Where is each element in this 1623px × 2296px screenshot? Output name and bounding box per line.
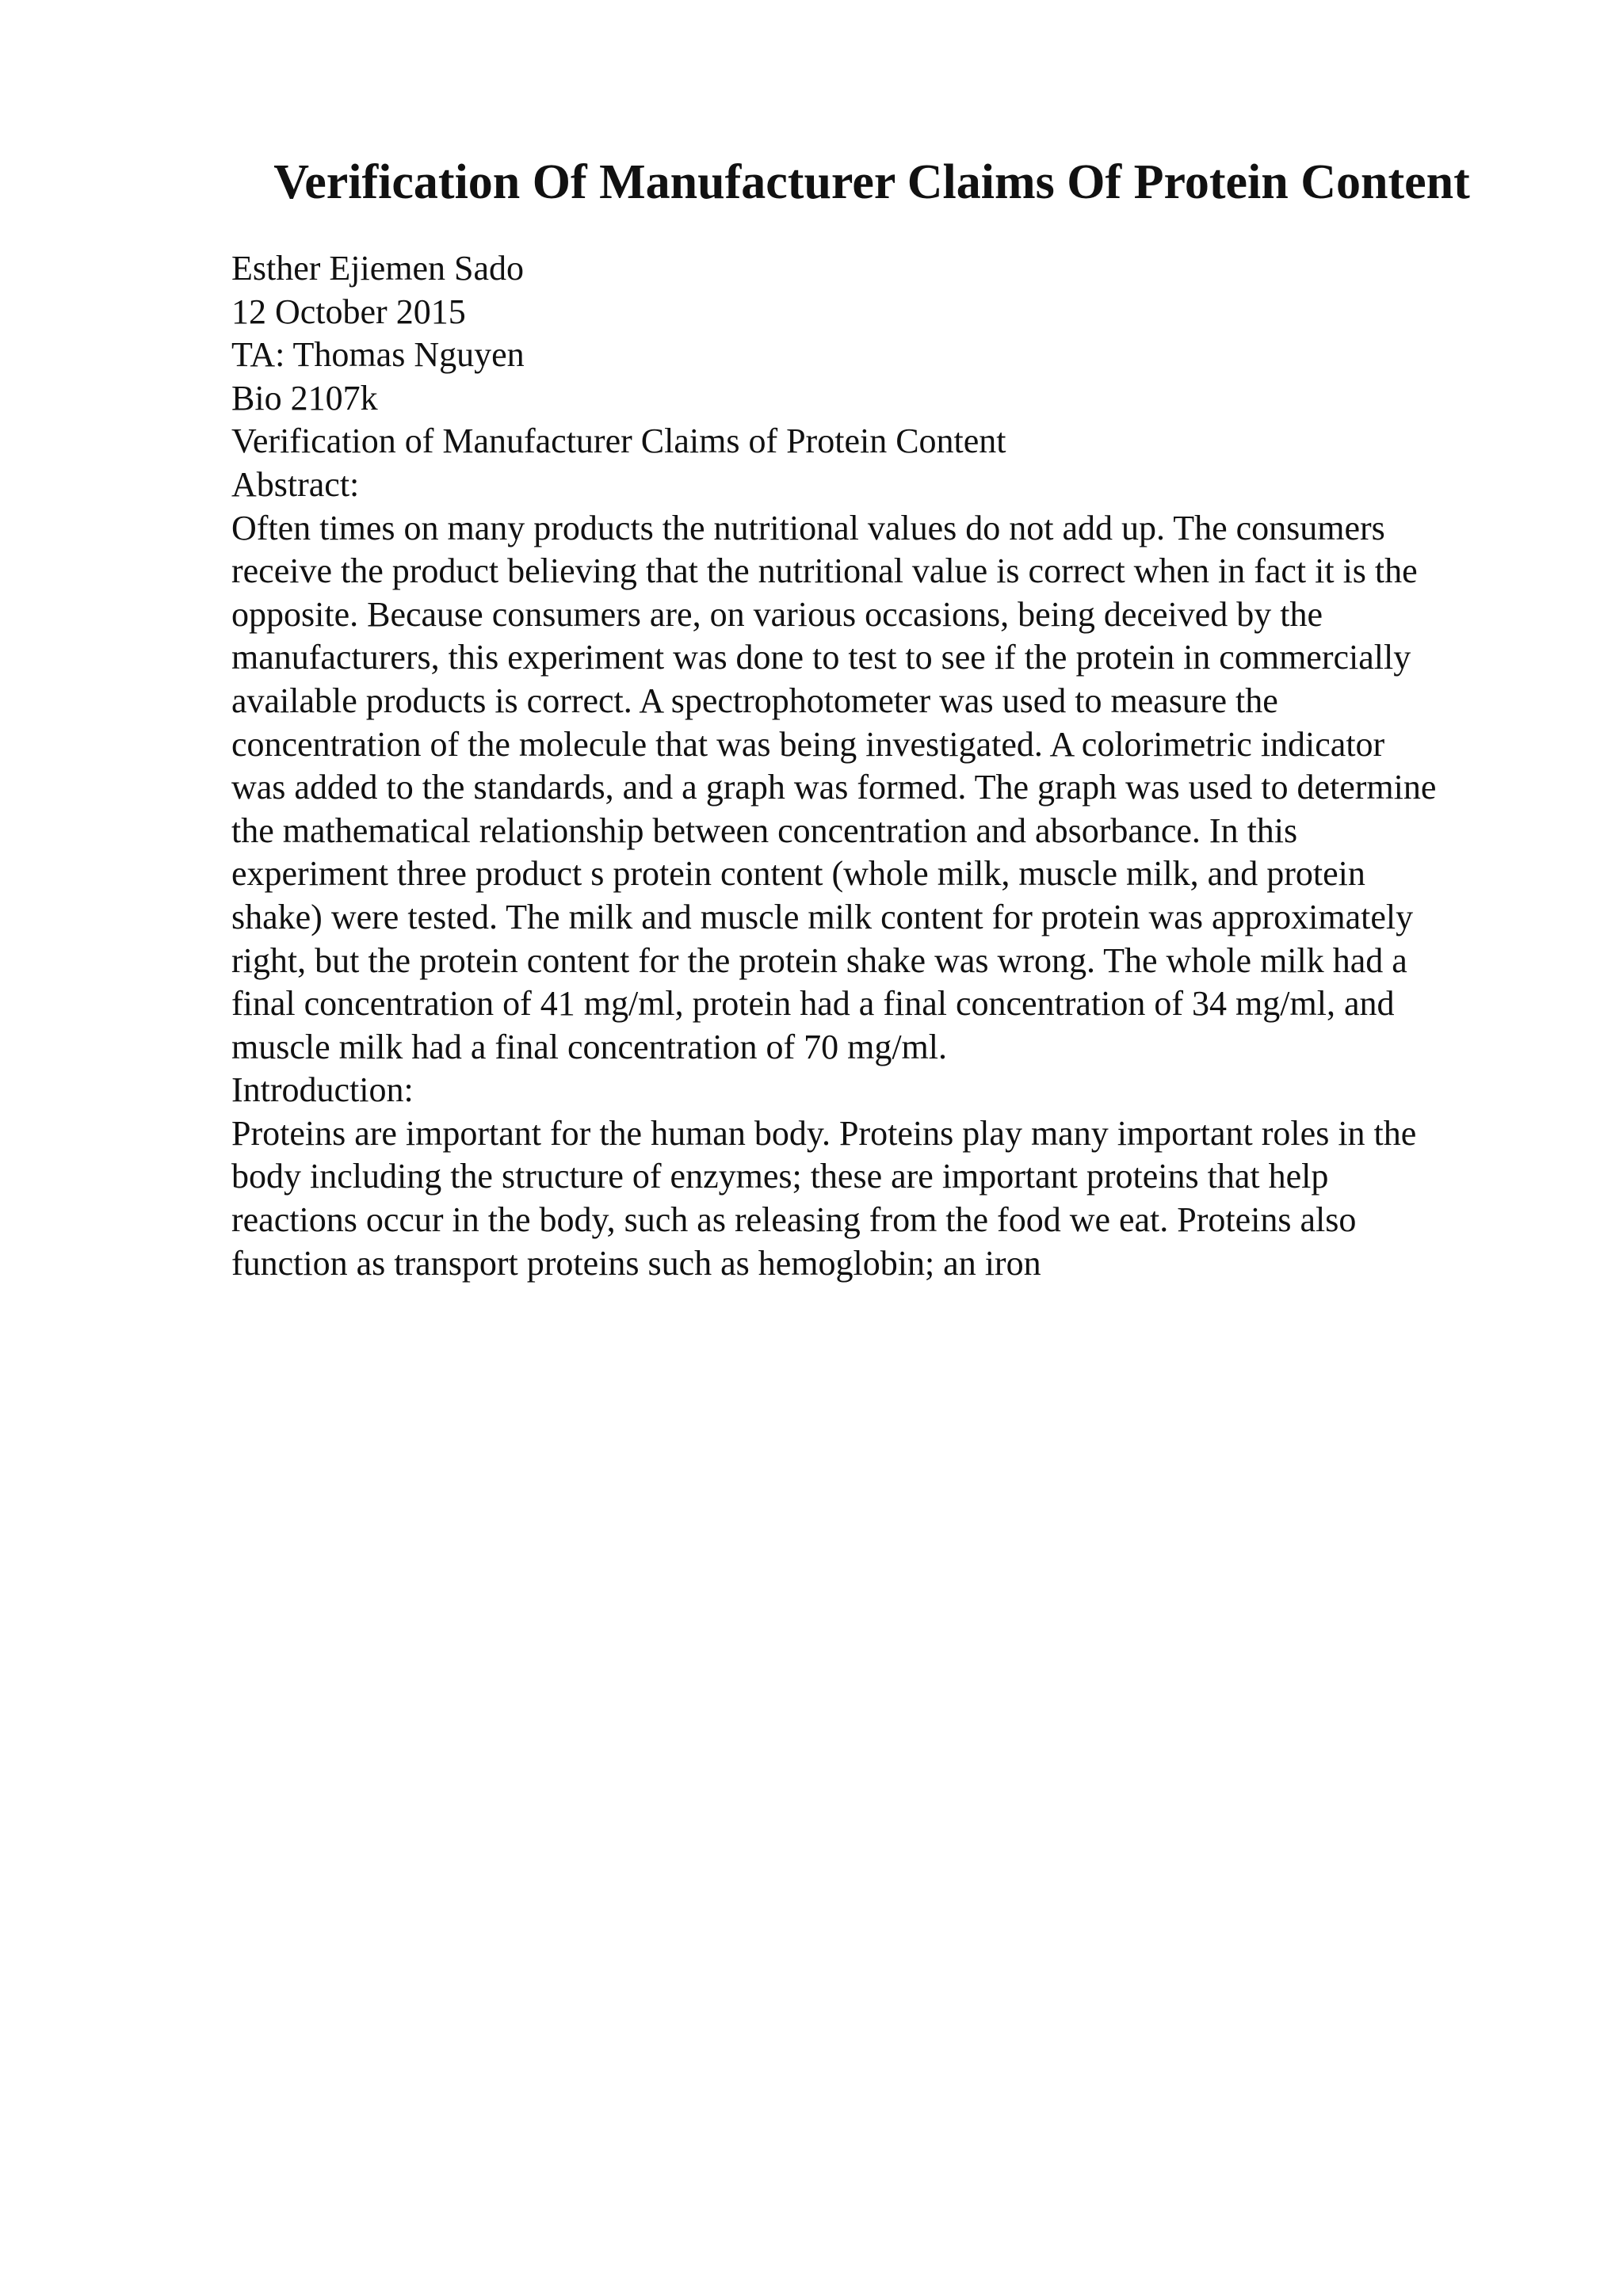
- introduction-line: function as transport proteins such as hemoglobin; an iron: [231, 1243, 1041, 1283]
- report-subtitle: Verification of Manufacturer Claims of Protein Content: [231, 421, 1006, 461]
- abstract-line: final concentration of 41 mg/ml, protein had a final concentration of 34 mg/ml, and: [231, 984, 1395, 1024]
- introduction-heading: Introduction:: [231, 1070, 414, 1110]
- abstract-line: muscle milk had a final concentration of 70 mg/ml.: [231, 1027, 947, 1066]
- abstract-line: shake) were tested. The milk and muscle milk content for protein was approximately: [231, 897, 1414, 936]
- author-name: Esther Ejiemen Sado: [231, 249, 525, 288]
- document-title: Verification Of Manufacturer Claims Of Protein Content: [273, 155, 1470, 209]
- course-code: Bio 2107k: [231, 378, 378, 418]
- abstract-line: right, but the protein content for the protein shake was wrong. The whole milk had a: [231, 940, 1407, 980]
- header-block: [231, 247, 1531, 463]
- abstract-heading: Abstract:: [231, 464, 360, 504]
- abstract-line: manufacturers, this experiment was done to test to see if the protein in commercially: [231, 638, 1411, 677]
- abstract-line: the mathematical relationship between concentration and absorbance. In this: [231, 810, 1298, 850]
- document-date: 12 October 2015: [231, 292, 466, 331]
- abstract-paragraph: [231, 507, 1531, 1070]
- teaching-assistant: TA: Thomas Nguyen: [231, 335, 525, 375]
- abstract-line: was added to the standards, and a graph was formed. The graph was used to determine: [231, 768, 1437, 807]
- abstract-line: experiment three product s protein content (whole milk, muscle milk, and protein: [231, 854, 1365, 894]
- introduction-line: body including the structure of enzymes; these are important proteins that help: [231, 1157, 1329, 1196]
- abstract-line: opposite. Because consumers are, on various occasions, being deceived by the: [231, 594, 1323, 634]
- abstract-line: available products is correct. A spectrophotometer was used to measure the: [231, 681, 1278, 720]
- introduction-paragraph: [231, 1112, 1531, 1285]
- introduction-line: reactions occur in the body, such as releasing from the food we eat. Proteins also: [231, 1200, 1357, 1240]
- abstract-line: Often times on many products the nutritional values do not add up. The consumers: [231, 508, 1385, 547]
- document-body: [231, 247, 1531, 1285]
- introduction-line: Proteins are important for the human body. Proteins play many important roles in the: [231, 1113, 1417, 1153]
- abstract-line: receive the product believing that the nutritional value is correct when in fact it is the: [231, 551, 1418, 591]
- abstract-line: concentration of the molecule that was being investigated. A colorimetric indicator: [231, 724, 1385, 764]
